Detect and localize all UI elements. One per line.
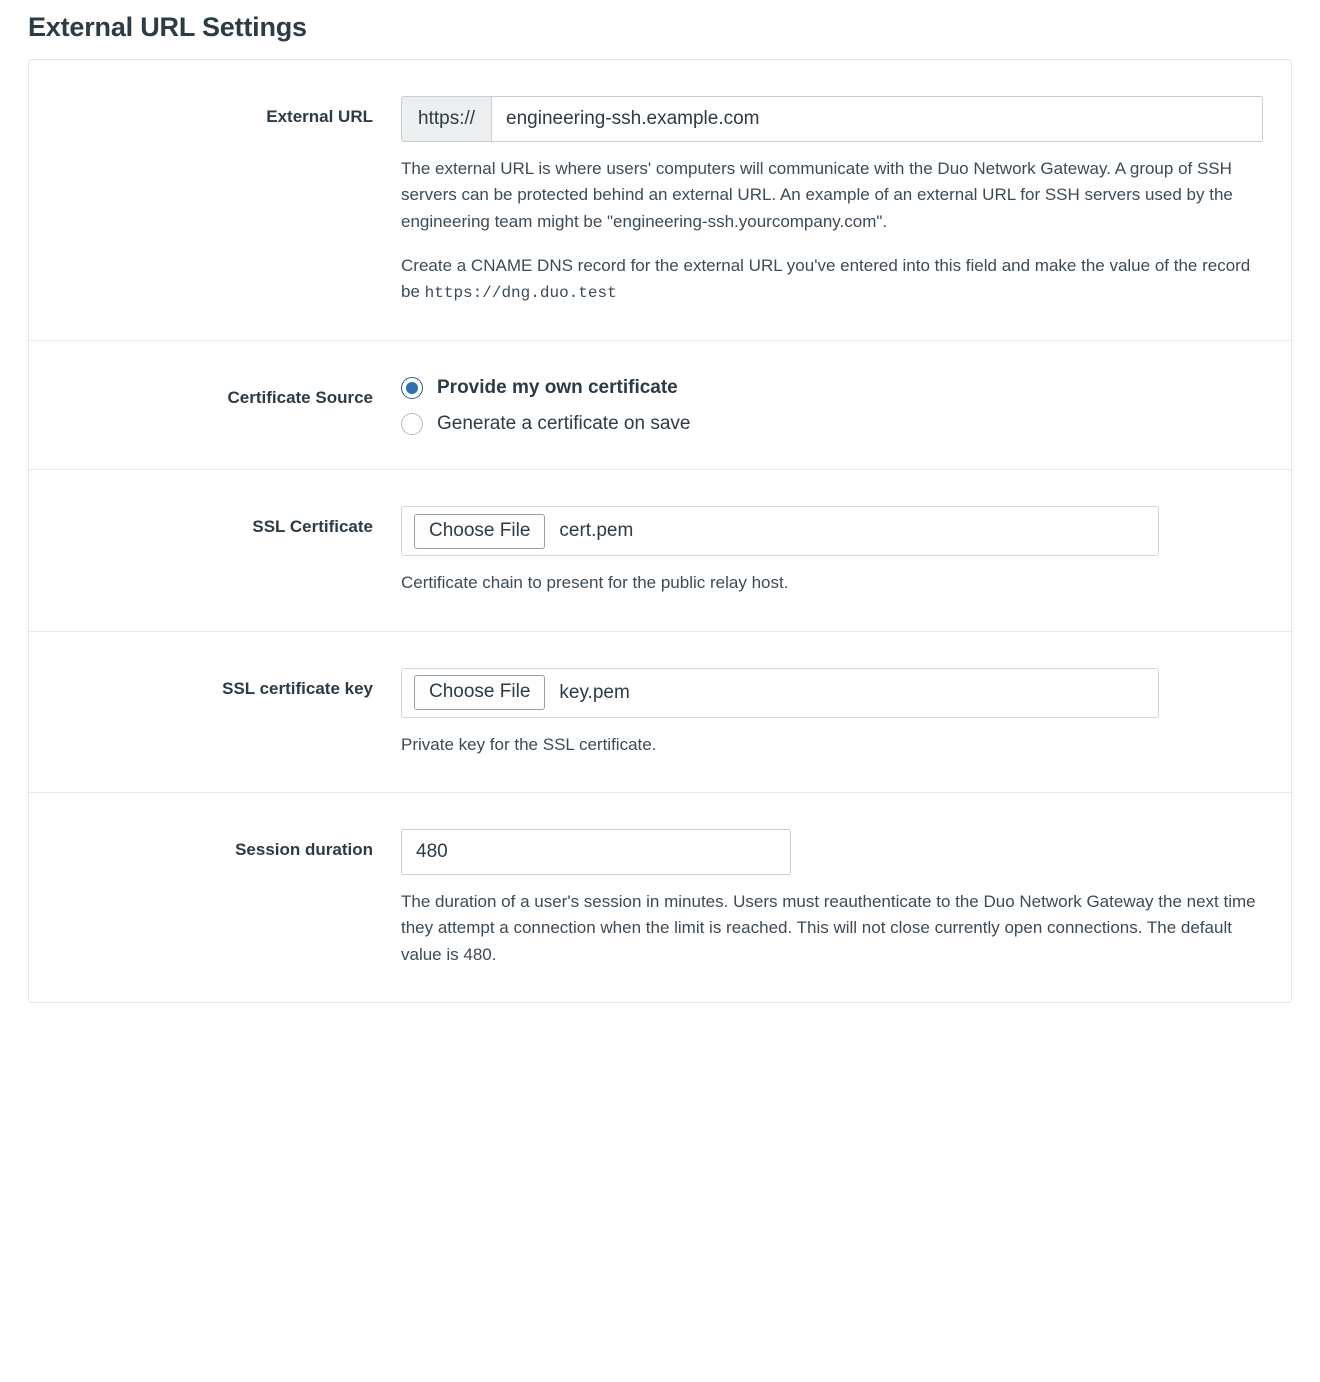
radio-label-provide-own-certificate: Provide my own certificate <box>437 377 678 399</box>
settings-panel <box>28 59 1292 1003</box>
external-url-row <box>29 60 1291 341</box>
ssl-certificate-key-file-name: key.pem <box>559 681 630 703</box>
session-duration-field <box>401 829 1291 968</box>
certificate-source-label: Certificate Source <box>227 388 373 408</box>
cname-help-text: Create a CNAME DNS record for the external URL you've entered into this field and make the value of the record be <box>401 256 1251 302</box>
radio-option-generate-certificate[interactable] <box>401 413 1273 435</box>
ssl-certificate-file-input[interactable] <box>401 506 1159 556</box>
page-title: External URL Settings <box>28 12 307 42</box>
certificate-source-field <box>401 377 1291 435</box>
external-url-label: External URL <box>266 107 373 126</box>
radio-label-generate-certificate: Generate a certificate on save <box>437 413 691 435</box>
radio-option-provide-own-certificate[interactable] <box>401 377 1273 399</box>
ssl-certificate-key-choose-file-button[interactable]: Choose File <box>414 675 545 710</box>
ssl-certificate-choose-file-button[interactable]: Choose File <box>414 514 545 549</box>
ssl-certificate-key-file-input[interactable] <box>401 668 1159 718</box>
external-url-help-1: The external URL is where users' computers will communicate with the Duo Network Gateway. A group of SSH servers can be protected behind an external URL. An example of an external URL for SSH servers used by the engineering team might be "engineering-ssh.yourcompany.com". <box>401 159 1233 231</box>
ssl-certificate-label: SSL Certificate <box>252 517 373 537</box>
https-prefix-label: https:// <box>401 96 491 142</box>
external-url-help-2 <box>401 253 1273 306</box>
session-duration-help: The duration of a user's session in minutes. Users must reauthenticate to the Duo Network Gateway the next time they attempt a connection when the limit is reached. This will not close currently open connections. The default value is 480. <box>401 891 1256 964</box>
radio-icon-unselected[interactable] <box>401 413 423 435</box>
external-url-input-group[interactable] <box>401 96 1263 142</box>
ssl-certificate-key-field <box>401 668 1291 758</box>
ssl-certificate-key-help: Private key for the SSL certificate. <box>401 734 657 754</box>
ssl-certificate-field <box>401 506 1291 596</box>
external-url-field <box>401 96 1291 306</box>
cname-record-value: https://dng.duo.test <box>424 284 617 303</box>
certificate-source-row <box>29 341 1291 470</box>
ssl-certificate-key-row <box>29 632 1291 793</box>
external-url-input[interactable] <box>491 96 1263 142</box>
session-duration-label: Session duration <box>235 839 373 859</box>
session-duration-row <box>29 793 1291 1002</box>
ssl-certificate-key-label: SSL certificate key <box>222 678 373 698</box>
session-duration-input[interactable] <box>401 829 791 875</box>
radio-icon-selected[interactable] <box>401 377 423 399</box>
ssl-certificate-row <box>29 470 1291 631</box>
ssl-certificate-file-name: cert.pem <box>559 520 634 542</box>
ssl-certificate-help: Certificate chain to present for the public relay host. <box>401 573 789 593</box>
